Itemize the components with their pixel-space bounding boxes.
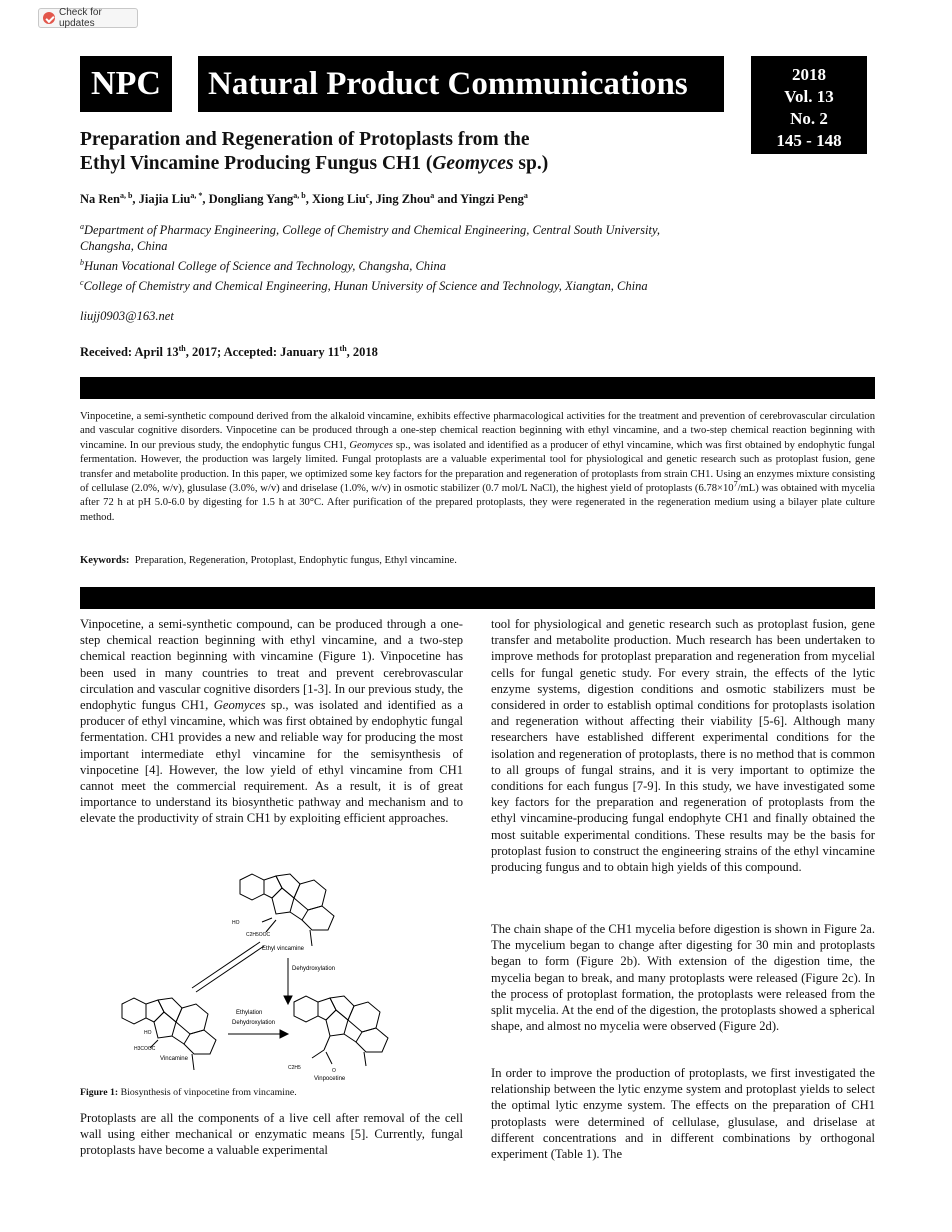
figure-1 bbox=[114, 862, 474, 1088]
author: Na Ren$^{a, b}$, bbox=[80, 190, 139, 206]
label-c2h5: C2H5 bbox=[288, 1065, 301, 1071]
label-ethyl-vincamine: Ethyl vincamine bbox=[262, 946, 305, 952]
title-line2: Ethyl Vincamine Producing Fungus CH1 (Geomyces sp.) bbox=[80, 153, 549, 174]
left-paragraph-2: Protoplasts are all the components of a live cell after removal of the cell wall using either mechanical or enzymatic means [5]. Currently, fungal protoplasts have become a valuable experimental bbox=[80, 1111, 463, 1158]
biosynthesis-diagram bbox=[114, 862, 474, 1088]
page-range: 145 - 148 bbox=[776, 131, 842, 150]
vincamine-benzene-ring bbox=[122, 998, 146, 1024]
volume-info bbox=[751, 56, 867, 154]
left-paragraph-1: Vinpocetine, a semi-synthetic compound, can be produced through a one-step chemical reaction beginning with ethyl vincamine, and a two-step chemical reaction beginning with vincamine (Figure 1). Vinpocetine has been used in many countries to treat and prevent cerebrovascular circulation and vascular cognitive disorders [1-3]. In our previous study, the endophytic fungus CH1, Geomyces sp., was isolated and identified as a producer of ethyl vincamine, which was first obtained by endophytic fungal fermentation. CH1 provides a new and reliable way for producing the most important intermediate ethyl vincamine for the semisynthesis of vinpocetine [4]. However, the low yield of ethyl vincamine from CH1 cannot meet the commercial requirement. As a result, it is of great importance to understand its biosynthetic pathway and mechanism and to elevate the productivity of strain CH1 by exploiting efficient approaches. bbox=[80, 617, 463, 826]
right-paragraph-3: In order to improve the production of protoplasts, we first investigated the relationship between the lytic enzyme system and protoplast yields to select the optimal lytic enzyme system. The effects on the preparation of CH1 protoplasts were determined of cellulase, glusulase, and driselase at different concentrations and in different combinations by orthogonal experiment (Table 1). The bbox=[491, 1066, 875, 1162]
author: Dongliang Yang$^{a, b}$, bbox=[208, 190, 312, 206]
author: Jiajia Liu$^{a, *}$, bbox=[138, 190, 209, 206]
issue-number: No. 2 bbox=[790, 109, 828, 128]
label-ho-left: HO bbox=[144, 1030, 152, 1036]
ethyl-vincamine-benzene-ring bbox=[240, 874, 264, 900]
check-for-updates-button[interactable] bbox=[38, 8, 138, 28]
check-updates-icon bbox=[43, 12, 55, 24]
affiliation-b: $^b$Hunan Vocational College of Science and Technology, Changsha, China bbox=[80, 257, 447, 273]
author: Jing Zhou$^a$ and bbox=[375, 190, 461, 206]
label-h3cooc: H3COOC bbox=[134, 1046, 156, 1052]
label-vinpocetine: Vinpocetine bbox=[314, 1076, 346, 1082]
year: 2018 bbox=[792, 65, 826, 84]
label-o: O bbox=[332, 1068, 336, 1074]
affiliation-c: $^c$College of Chemistry and Chemical Engineering, Hunan University of Science and Technology, Xiangtan, China bbox=[80, 277, 648, 293]
right-paragraph-1: tool for physiological and genetic research such as protoplast fusion, gene transfer and metabolite production. Much research has been undertaken to improve methods for protoplast preparation and regeneration from mycelial cells for fungal genetic study. For every strain, the effects of the lytic enzyme systems, digestion conditions and osmotic stabilizers must be considered in order to establish optimal conditions for protoplasts isolation and regeneration without affecting their viability [5-6]. Although many researchers have established different experimental conditions for the isolation and regeneration of protoplasts, there is no method that is common to all groups of fungal strains, and it is very important to optimize the conditions for each fungus [7-9]. In this study, we have investigated some key factors for the preparation and regeneration of protoplasts from the ethyl vincamine-producing fungal endophyte CH1 and finally obtained the most suitable experimental conditions. These results may be the basis for protoplast fusion to construct the engineering strains of the ethyl vincamine producing fungus and to obtain high yields of this compound. bbox=[491, 617, 875, 875]
author: Xiong Liu$^c$, bbox=[311, 190, 376, 206]
received-dates: Received: April 13th, 2017; Accepted: January 11th, 2018 bbox=[80, 343, 378, 359]
journal-abbrev: NPC bbox=[80, 56, 172, 112]
author: Yingzi Peng$^a$ bbox=[460, 190, 528, 206]
paper-title bbox=[80, 128, 720, 176]
label-dehydroxylation-top: Dehydroxylation bbox=[292, 966, 336, 972]
label-ho-top: HO bbox=[232, 920, 240, 926]
abstract: Vinpocetine, a semi-synthetic compound derived from the alkaloid vincamine, exhibits effective pharmacological activities for the treatment and prevention of cerebrovascular circulation and vascular cognitive disorders. Vinpocetine can be produced through a one-step chemical reaction beginning with ethyl vincamine, and a two-step chemical reaction beginning with vincamine. In our previous study, the endophytic fungus CH1, Geomyces sp., was isolated and identified as a producer of ethyl vincamine, which was first obtained by endophytic fungal fermentation. However, the production was largely limited. Fungal protoplasts are a valuable experimental tool for physiological and genetic research such as protoplast fusion, gene transfer and metabolite production. In this paper, we optimized some key factors for the preparation and regeneration of protoplasts from strain CH1. Using an enzymes mixture consisting of cellulase (2.0%, w/v), glusulase (3.0%, w/v) and driselase (1.0%, w/v) in osmotic stabilizer (0.7 mol/L NaCl), the highest yield of protoplasts $(6.78\times 10^7/mL)$ was obtained with mycelia after 72 h at pH 5.0-6.0 by digesting for 1.5 h at 30°C. After purification of the prepared protoplasts, they were regenerated in the regeneration medium using a bilayer plate culture method. bbox=[80, 411, 876, 523]
figure-1-caption: Figure 1: Biosynthesis of vinpocetine from vincamine. bbox=[80, 1087, 297, 1098]
abstract-divider-bar bbox=[80, 377, 875, 399]
title-line1: Preparation and Regeneration of Protoplasts from the bbox=[80, 129, 530, 150]
label-dehydroxylation-mid: Dehydroxylation bbox=[232, 1020, 276, 1026]
corresponding-email[interactable]: liujj0903@163.net bbox=[80, 309, 174, 323]
vinpocetine-benzene-ring bbox=[294, 996, 318, 1022]
label-ethylation: Ethylation bbox=[236, 1010, 263, 1016]
label-vincamine: Vincamine bbox=[160, 1056, 188, 1062]
check-updates-label: Check for updates bbox=[59, 7, 102, 29]
author-list bbox=[80, 192, 880, 207]
label-c2h5ooc: C2H5OOC bbox=[246, 932, 271, 938]
affiliation-a: $^a$Department of Pharmacy Engineering, College of Chemistry and Chemical Engineering, Central South University, Changsha, China bbox=[80, 221, 660, 253]
body-divider-bar bbox=[80, 587, 875, 609]
volume: Vol. 13 bbox=[784, 87, 834, 106]
right-paragraph-2: The chain shape of the CH1 mycelia before digestion is shown in Figure 2a. The mycelium began to change after digesting for 30 min and protoplasts began to form (Figure 2b). With extension of the digestion time, the mycelia began to break, and many protoplasts were released (Figure 2c). In the process of protoplast formation, the protoplasts were released from the split mycelia. At the end of the digestion, the protoplasts showed a spherical shape, and almost no mycelia were observed (Figure 2d). bbox=[491, 922, 875, 1034]
keywords: Keywords: Preparation, Regeneration, Protoplast, Endophytic fungus, Ethyl vincamine. bbox=[80, 555, 457, 566]
journal-name: Natural Product Communications bbox=[198, 56, 724, 112]
